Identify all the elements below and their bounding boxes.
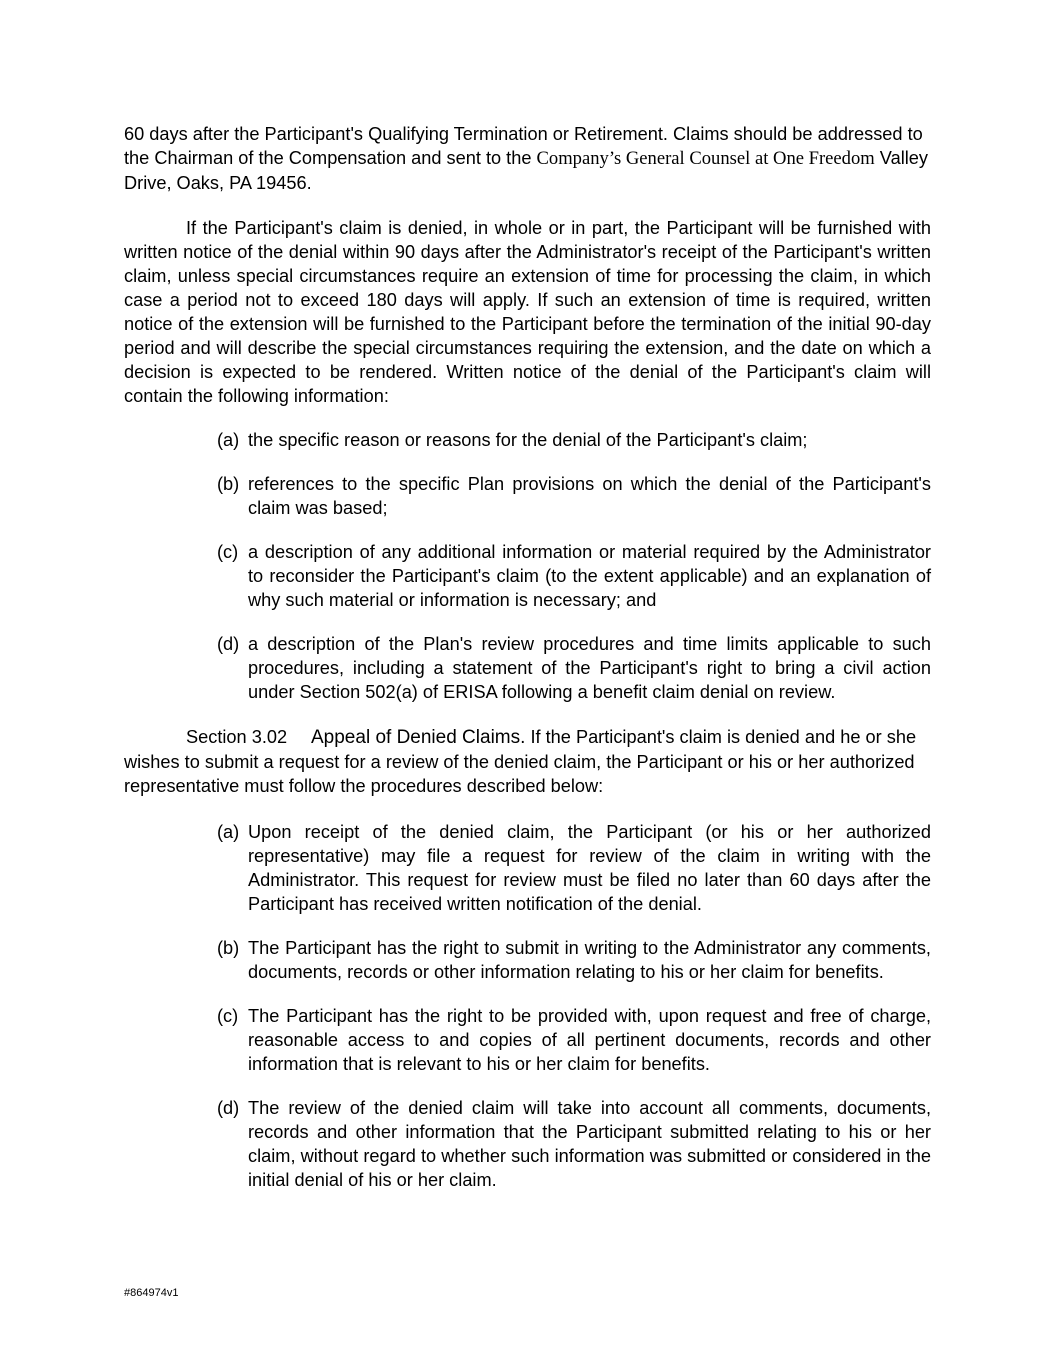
list-marker: (a) xyxy=(217,430,240,450)
list-item xyxy=(124,1004,931,1076)
document-id-footer: #864974v1 xyxy=(124,1287,179,1299)
list-item xyxy=(124,936,931,984)
section-paragraph xyxy=(124,725,931,798)
opening-text-part1: 60 days after the Participant's Qualifying Termination or Retirement. Claims should be addressed to the Chairman of the Compensation and sent to the xyxy=(124,124,923,168)
list-item-text: references to the specific Plan provisions on which the denial of the Participant's claim was based; xyxy=(248,474,931,518)
section-body: If the Participant's claim is denied and he or she wishes to submit a request for a review of the denied claim, the Participant or his or her authorized representative must follow the procedures described below: xyxy=(124,727,917,796)
denial-paragraph: If the Participant's claim is denied, in whole or in part, the Participant will be furnished with written notice of the denial within 90 days after the Administrator's receipt of the Participant's written claim, unless special circumstances require an extension of time for processing the claim, in which case a period not to exceed 180 days will apply. If such an extension of time is required, written notice of the extension will be furnished to the Participant before the termination of the initial 90-day period and will describe the special circumstances requiring the extension, and the date on which a decision is expected to be rendered. Written notice of the denial of the Participant's claim will contain the following information: xyxy=(124,218,931,406)
list-item-text: the specific reason or reasons for the denial of the Participant's claim; xyxy=(248,430,808,450)
section-title: Appeal of Denied Claims. xyxy=(311,727,526,748)
document-page xyxy=(124,122,931,1192)
list-item xyxy=(124,1096,931,1192)
list-item-text: The Participant has the right to submit in writing to the Administrator any comments, documents, records or other information relating to his or her claim for benefits. xyxy=(248,938,931,982)
list-item xyxy=(124,820,931,916)
denial-info-list xyxy=(124,428,931,704)
section-number: Section 3.02 xyxy=(186,727,288,747)
list-marker: (b) xyxy=(217,938,240,958)
list-marker: (d) xyxy=(217,634,240,654)
appeal-procedures-list xyxy=(124,820,931,1192)
list-marker: (b) xyxy=(217,474,240,494)
opening-paragraph xyxy=(124,122,931,195)
list-item-text: a description of any additional information or material required by the Administrator to reconsider the Participant's claim (to the extent applicable) and an explanation of why such material or information is necessary; and xyxy=(248,542,931,610)
list-item xyxy=(124,472,931,520)
list-item xyxy=(124,428,931,452)
list-marker: (d) xyxy=(217,1098,240,1118)
list-item xyxy=(124,540,931,612)
list-marker: (a) xyxy=(217,822,240,842)
list-marker: (c) xyxy=(217,542,239,562)
list-item-text: The review of the denied claim will take into account all comments, documents, records and other information that the Participant submitted relating to his or her claim, without regard to whether such information was submitted or considered in the initial denial of his or her claim. xyxy=(248,1098,931,1190)
list-item-text: a description of the Plan's review procedures and time limits applicable to such procedures, including a statement of the Participant's right to bring a civil action under Section 502(a) of ERISA following a benefit claim denial on review. xyxy=(248,634,931,702)
list-marker: (c) xyxy=(217,1006,239,1026)
list-item-text: Upon receipt of the denied claim, the Participant (or his or her authorized representative) may file a request for review of the claim in writing with the Administrator. This request for review must be filed no later than 60 days after the Participant has received written notification of the denial. xyxy=(248,822,931,914)
opening-text-part2: Company’s General Counsel at One Freedom xyxy=(536,148,875,169)
list-item xyxy=(124,632,931,704)
opening-text-part3: Valley Drive, Oaks, PA 19456. xyxy=(124,148,928,193)
list-item-text: The Participant has the right to be provided with, upon request and free of charge, reasonable access to and copies of all pertinent documents, records and other information that is relevant to his or her claim for benefits. xyxy=(248,1006,931,1074)
